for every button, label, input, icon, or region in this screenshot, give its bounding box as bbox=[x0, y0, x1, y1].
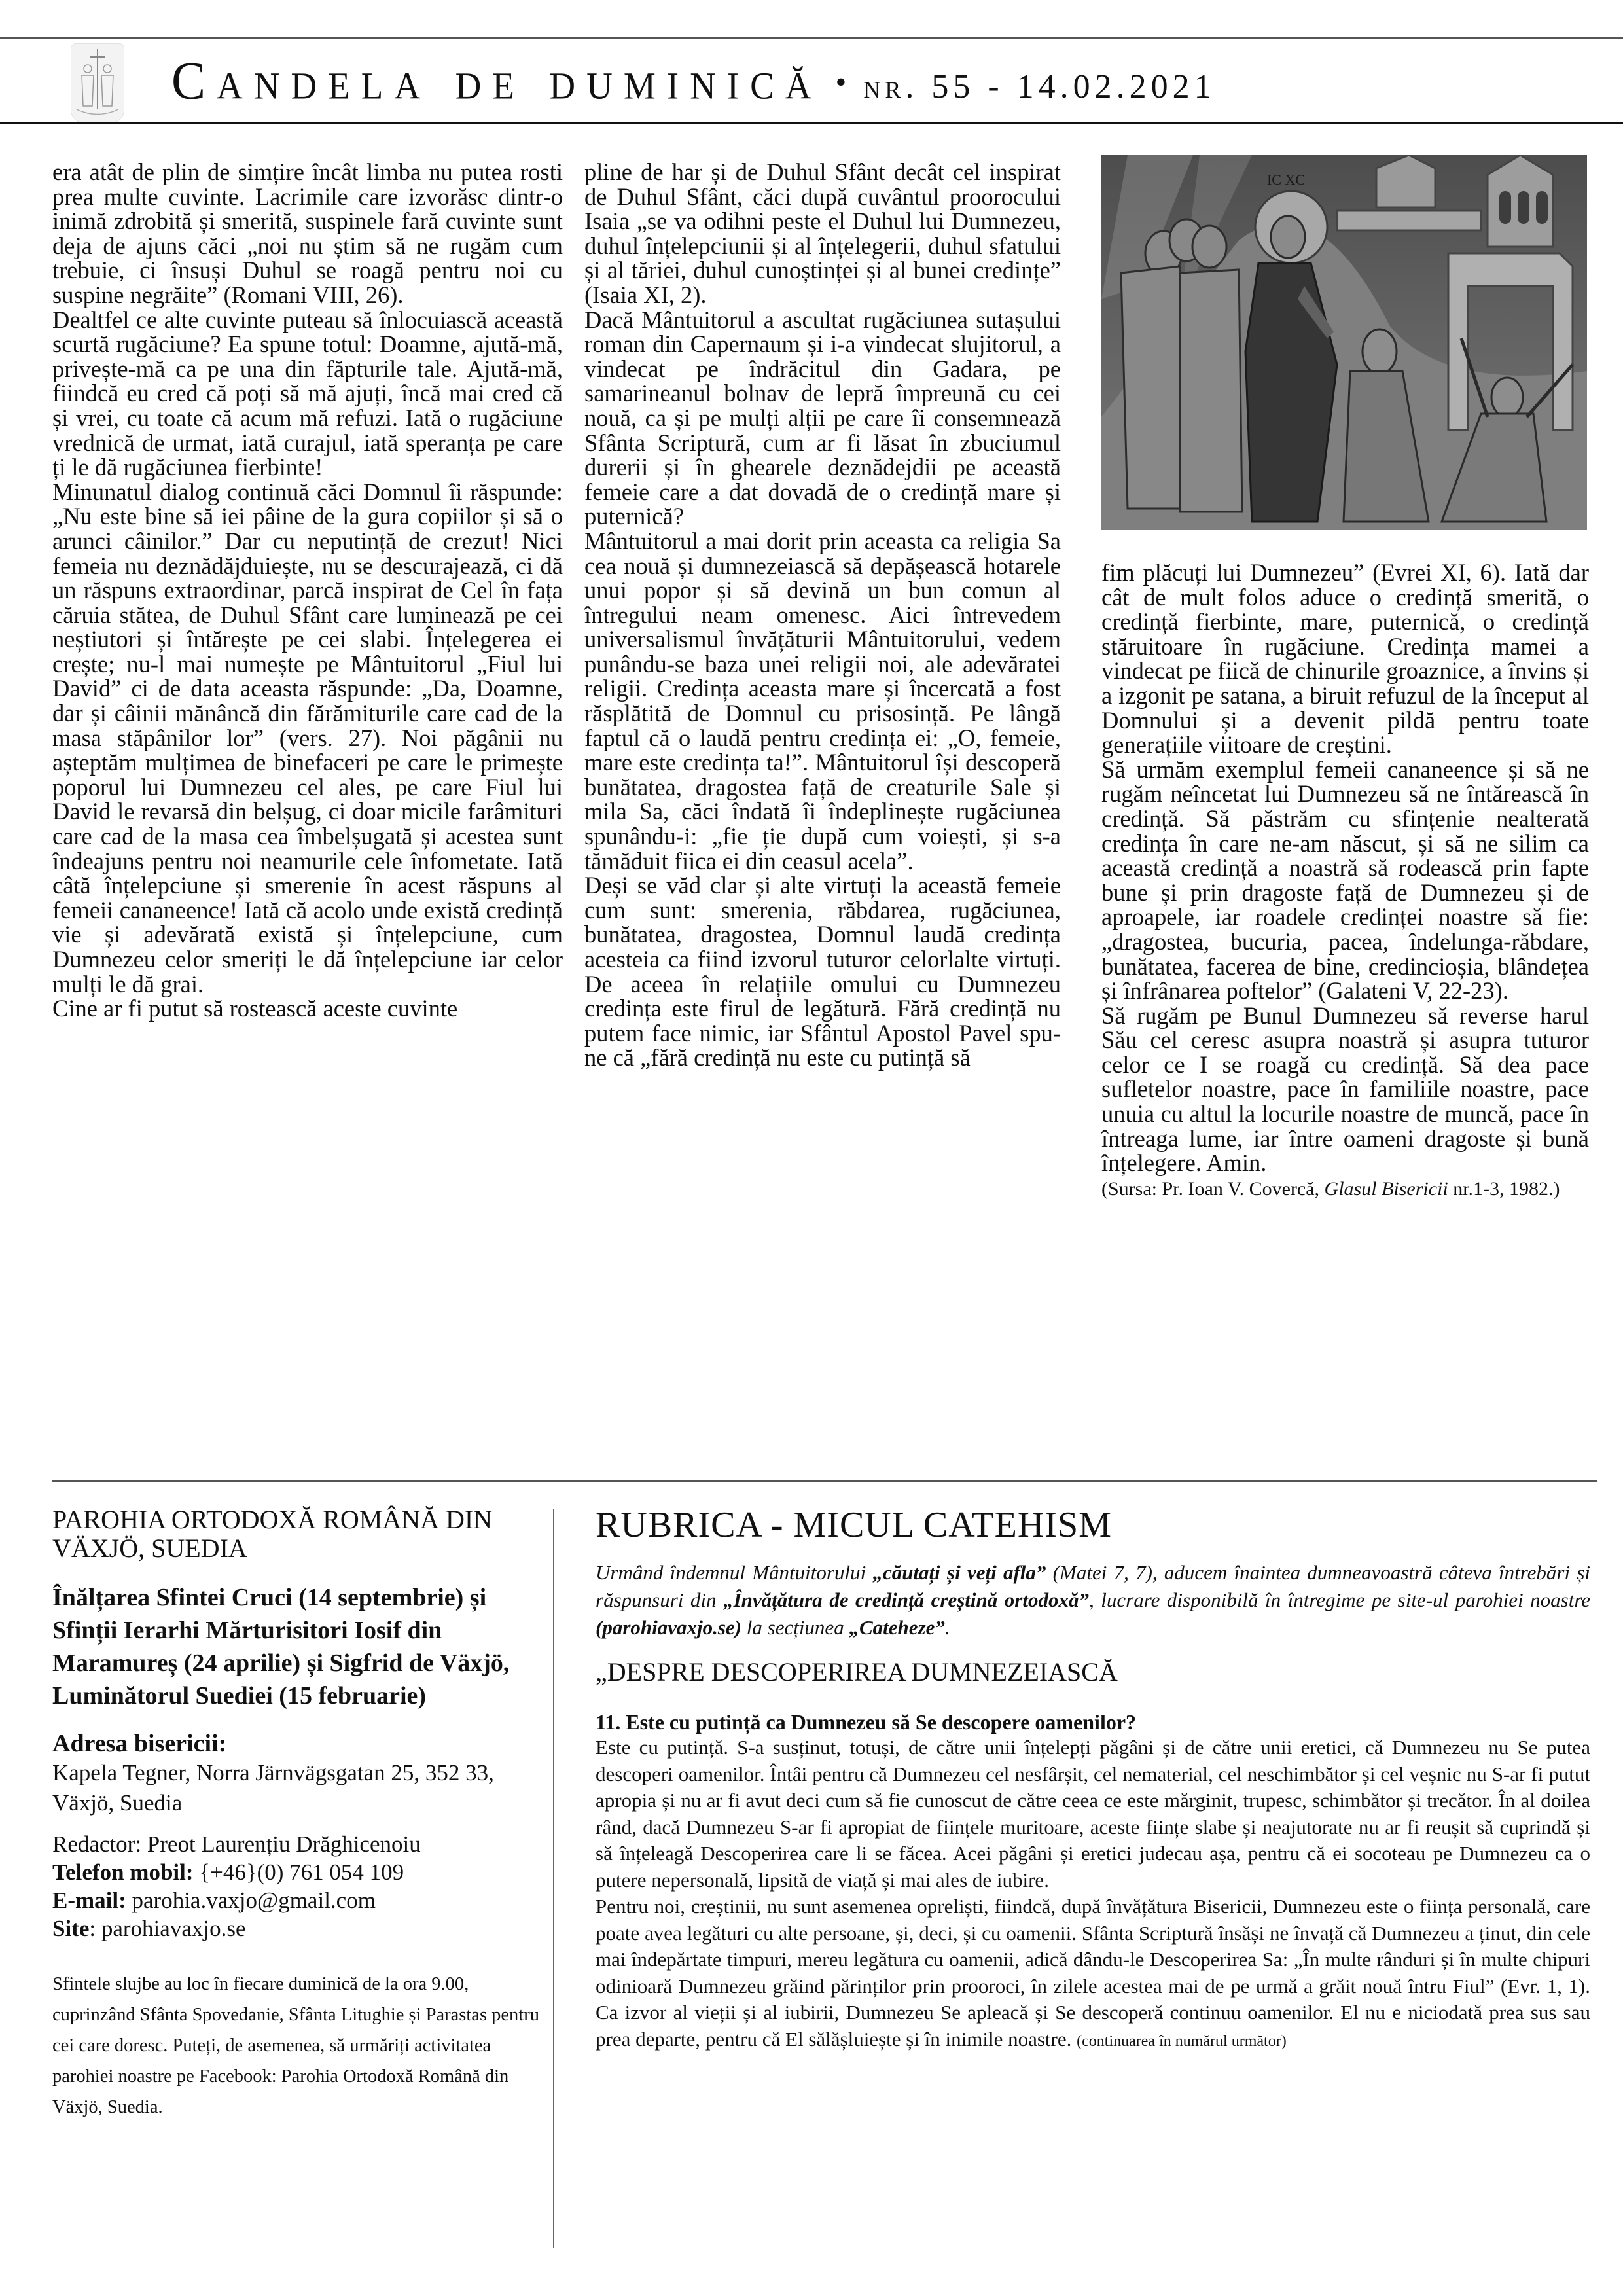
site-link[interactable]: : parohiavaxjo.se bbox=[89, 1916, 246, 1941]
paragraph: era atât de plin de simțire încât limba nu putea rosti prea multe cuvinte. Lacrimile care izvorăsc dintr-o inimă zdrobită și smerită, suspinele fară cuvinte sunt deja de ajuns căci „noi nu știm să ne rugăm cum trebuie, ci însuși Duhul se roagă pentru noi cu suspine negrăite” (Romani VIII, 26). bbox=[52, 158, 563, 308]
saints-icon bbox=[71, 44, 124, 122]
email-label: E-mail: bbox=[52, 1888, 126, 1913]
phone-number[interactable]: {+46}(0) 761 054 109 bbox=[193, 1859, 404, 1885]
site-line bbox=[52, 1914, 550, 1943]
paragraph: Mântuitorul a mai dorit prin aceasta ca religia Sa cea nouă și dumnezeiască să depășească hotarele unui popor și să devină un bun comun al întregului neam omenesc. Aici întrevedem universalismul învățăturii Mântuitorului, vedem punându-se baza unei religii noi, ale adevăratei religii. Credința aceasta mare și încercată a fost răsplătită de Domnul cu prisosință. Pe lângă faptul că o laudă pentru credința ei: „O, femeie, mare este credința ta!”. Mântuitorul își descoperă bunătatea, dragostea față de creaturile Sale și mila Sa, căci îndată îi îndeplinește rugăciunea spunându-i: „fie ție după cum voiești, și s-a tămăduit fiica ei din ceasul acela”. bbox=[584, 527, 1061, 874]
catechism-question: 11. Este cu putință ca Dumnezeu să Se descopere oamenilor? bbox=[596, 1710, 1137, 1734]
source-suffix: nr.1-3, 1982.) bbox=[1448, 1177, 1560, 1200]
answer-paragraph bbox=[596, 1893, 1590, 2054]
paragraph: Cine ar fi putut să rostească aceste cuvinte bbox=[52, 995, 458, 1022]
top-rule bbox=[0, 37, 1623, 39]
intro-site-link[interactable]: (parohiavaxjo.se) bbox=[596, 1616, 742, 1639]
phone-label: Telefon mobil: bbox=[52, 1859, 194, 1885]
catechism-answer bbox=[596, 1734, 1590, 2054]
continuation-note: (continuarea în numărul următor) bbox=[1077, 2032, 1287, 2050]
icon-painting-image bbox=[1101, 155, 1587, 530]
church-address: Kapela Tegner, Norra Järnvägsgatan 25, 352 33, Växjö, Suedia bbox=[52, 1760, 494, 1816]
parish-info-box bbox=[52, 1505, 550, 2123]
masthead bbox=[171, 51, 1216, 117]
article-column-3 bbox=[1101, 560, 1589, 1203]
intro-book-title: „Învățătura de credință creștină ortodoxă” bbox=[723, 1588, 1089, 1611]
paragraph: Dacă Mântuitorul a ascultat rugăciunea sutașului roman din Capernaum și i-a vindecat slujitorul, a vindecat pe îndrăcitul din Gadara, pe samarineanul bolnav de lepră împreună cu cei nouă, ca și pe mulți alții pe care îi consemnează Sfânta Scriptură, cum ar fi lăsat în zbuciumul durerii și în ghearele deznădejdii pe această femeie care a dat dovadă de o credință mare și puternică? bbox=[584, 306, 1061, 530]
answer-text: Pentru noi, creștinii, nu sunt asemenea opreliști, fiindcă, după învățătura Bisericii, Dumnezeu este o ființa personală, care poate avea legături cu alte persoane, și, deci, și cu oamenii. Sfânta Scriptură însăși ne învață că Dumnezeu a ținut, din cele mai îndepărtate timpuri, mereu legătura cu oamenii, adică dându-le Descoperirea Sa: „În multe rânduri și în multe chipuri odinioară Dumnezeu grăind părinților prin prooroci, în zilele acestea mai de pe urmă a grăit nouă întru Fiul” (Evr. 1, 1). Ca izvor al vieții și al iubirii, Dumnezeu Se apleacă și Se descoperă continuu oamenilor. El nu e niciodată prea sus sau prea departe, pentru că El sălășluiește și în inimile noastre. bbox=[596, 1895, 1590, 2051]
article-source bbox=[1101, 1175, 1589, 1203]
intro-section-name: „Cateheze” bbox=[849, 1616, 945, 1639]
issue-number-date: nr. 55 - 14.02.2021 bbox=[863, 68, 1216, 105]
parish-patrons: Înălțarea Sfintei Cruci (14 septembrie) și Sfinții Ierarhi Mărturisitori Iosif din Maramureș (24 aprilie) și Sigfrid de Växjö, Luminătorul Suediei (15 februarie) bbox=[52, 1584, 510, 1710]
paragraph: pline de har și de Duhul Sfânt decât cel inspirat de Duhul Sfânt, căci după cuvântul proorocului Isaia „se va odihni peste el Duhul lui Dumnezeu, duhul înțelepciunii și al înțelegerii, duhul sfatului și al tăriei, duhul cunoștinței și al bunei credințe” (Isaia XI, 2). bbox=[584, 158, 1061, 308]
article-column-1 bbox=[52, 160, 563, 1021]
parish-logo-icon bbox=[71, 43, 124, 123]
intro-text: . bbox=[944, 1616, 950, 1639]
services-info: Sfintele slujbe au loc în fiecare duminică de la ora 9.00, cuprinzând Sfânta Spovedanie, Sfânta Litughie și Parastas pentru cei care doresc. Puteți, de asemenea, să urmăriți activitatea parohiei noastre pe Facebook: Parohia Ortodoxă Română din Växjö, Suedia. bbox=[52, 1974, 539, 2117]
email-link[interactable]: parohia.vaxjo@gmail.com bbox=[126, 1888, 376, 1913]
section-divider bbox=[52, 1480, 1597, 1482]
catechism-section-heading: „DESPRE DESCOPERIREA DUMNEZEIASCĂ bbox=[596, 1657, 1118, 1687]
bottom-vertical-divider bbox=[553, 1509, 554, 2248]
intro-text: (Matei 7, 7), aducem înaintea dumneavoastră câteva întrebări și răspunsuri din bbox=[596, 1561, 1590, 1611]
intro-quote: „căutați și veți afla” bbox=[872, 1561, 1046, 1584]
christ-canaanite-woman-icon bbox=[1101, 155, 1587, 530]
phone-line bbox=[52, 1858, 550, 1886]
intro-text: la secțiunea bbox=[741, 1616, 849, 1639]
newsletter-title: Candela de duminică bbox=[171, 50, 823, 111]
source-title: Glasul Bisericii bbox=[1324, 1177, 1448, 1200]
paragraph: Deși se văd clar și alte virtuți la această femeie cum sunt: smerenia, răbdarea, rugăciunea, bunătatea, dragostea, Domnul laudă credința acesteia ca fiind izvorul tuturor celorlalte virtuți. De aceea în relațiile omului cu Dumnezeu credința este firul de legătură. Fără credință nu putem face nimic, iar Sfântul Apostol Pavel spune că „fără credință nu este cu putință să bbox=[584, 872, 1061, 1071]
catechism-section bbox=[596, 1505, 1590, 2054]
intro-text: , lucrare disponibilă în întregime pe site-ul parohiei noastre bbox=[1088, 1588, 1590, 1611]
paragraph: fim plăcuți lui Dumnezeu” (Evrei XI, 6). Iată dar cât de mult folos aduce o credință smerită, o credință fierbinte, mare, puternică, o credință stăruitoare în rugăciune. Credința mamei a vindecat pe fiică de chinurile groaznice, a învins și a izgonit pe satana, a biruit refuzul de la început al Domnului și a devenit pildă pentru toate generațiile viitoare de creștini. bbox=[1101, 559, 1589, 759]
parish-name: PAROHIA ORTODOXĂ ROMÂNĂ DIN VÄXJÖ, SUEDIA bbox=[52, 1505, 493, 1563]
source-prefix: (Sursa: Pr. Ioan V. Covercă, bbox=[1101, 1177, 1325, 1200]
paragraph: Minunatul dialog continuă căci Domnul îi răspunde: „Nu este bine să iei pâine de la gura copiilor și să o arunci câinilor.” Dar cu neputință de crezut! Nici femeia nu deznădăjduiește, nu se descurajează, ci dă un răspuns extraordinar, parcă inspirat de Cel în fața căruia stătea, de Duhul Sfânt care luminează pe cei neștiutori și întărește pe cei slabi. Înțelegerea ei crește; nu-l mai numește pe Mântuitorul „Fiul lui David” ci de data aceasta răspunde: „Da, Doamne, dar și câinii mănâncă din fărămiturile care cad de la masa stăpânilor lor” (vers. 27). Noi păgânii nu așteptăm mulțimea de binefaceri pe care le primește poporul lui Dumnezeu cel ales, pe care Fiul lui David le revarsă din belșug, ci doar micile farâmituri care cad de la masa cea îmbelșugată și acestea sunt îndeajuns pentru noi neamurile cele înfometate. Iată câtă înțelepciune și smerenie în acest răspuns al femeii cananeence! Iată că acolo unde există credință vie și adevărată există și înțelepciune, cum Dumnezeu celor smeriți le dă înțelepciune iar celor mulți le dă grai. bbox=[52, 478, 563, 997]
rubric-intro bbox=[596, 1559, 1590, 1641]
svg-text:IC XC: IC XC bbox=[1266, 171, 1306, 188]
editor-line: Redactor: Preot Laurențiu Drăghicenoiu bbox=[52, 1831, 421, 1857]
intro-text: Urmând îndemnul Mântuitorului bbox=[596, 1561, 873, 1584]
paragraph: Să rugăm pe Bunul Dumnezeu să reverse harul Său cel ceresc asupra noastră și asupra tuturor celor ce I se roagă cu credință. Să dea pace sufletelor noastre, pace în familiile noastre, pace unuia cu altul la locurile noastre de muncă, pace în întreaga lume, iar între oameni dragoste și bună înțelegere. Amin. bbox=[1101, 1001, 1589, 1177]
header-bottom-rule bbox=[0, 122, 1623, 124]
email-line bbox=[52, 1886, 550, 1914]
article-column-2 bbox=[584, 160, 1061, 1070]
answer-paragraph: Este cu putință. S-a susținut, totuși, de către unii înțelepți păgâni și de către unii eretici, că Dumnezeu nu Se putea descoperi oamenilor. Întâi pentru că Dumnezeu cel nesfârșit, cel nematerial, cel neschimbător și cel veșnic nu S-ar fi putut apropia și nu ar fi avut deci cum să fie cunoscut de către ceea ce este mărginit, trupesc, schimbător și trecător. În al doilea rând, dacă Dumnezeu S-ar fi apropiat de ființele muritoare, aceste ființe slabe și neajutorate nu ar fi reușit să cuprindă și să înțeleagă Descoperirea care li se făcea. Acei păgâni și eretici judecau așa, pentru că ei socoteau pe Dumnezeu ca o putere nepersonală, lipsită de viață și mai ales de iubire. bbox=[596, 1736, 1590, 1892]
address-label: Adresa bisericii: bbox=[52, 1730, 227, 1757]
site-label: Site bbox=[52, 1916, 90, 1941]
rubric-title: RUBRICA - MICUL CATEHISM bbox=[596, 1505, 1112, 1545]
bullet-separator: • bbox=[835, 65, 847, 99]
paragraph: Să urmăm exemplul femeii cananeence și să ne rugăm neîncetat lui Dumnezeu să ne întărească în credință. Să păstrăm cu sfințenie nealterată credința în care ne-am născut, și să ne silim ca această credință a noastră să rodească prin fapte bune și prin dragoste față de Dumnezeu și de aproapele, iar roadele credinței noastre să fie: „dragostea, bucuria, pacea, îndelunga-răbdare, bunătatea, facerea de bine, credincioșia, blândețea și înfrânarea poftelor” (Galateni V, 22-23). bbox=[1101, 755, 1589, 1005]
paragraph: Dealtfel ce alte cuvinte puteau să înlocuiască această scurtă rugăciune? Ea spune totul: Doamne, ajută-mă, privește-mă ca pe una din făpturile tale. Ajută-mă, fiindcă eu cred că poți să mă ajuți, încă mai cred că și vrei, cu toate că acum mă refuzi. Iată o rugăciune vrednică de urmat, iată curajul, iată speranța pe care ți le dă rugăciunea fierbinte! bbox=[52, 306, 563, 481]
